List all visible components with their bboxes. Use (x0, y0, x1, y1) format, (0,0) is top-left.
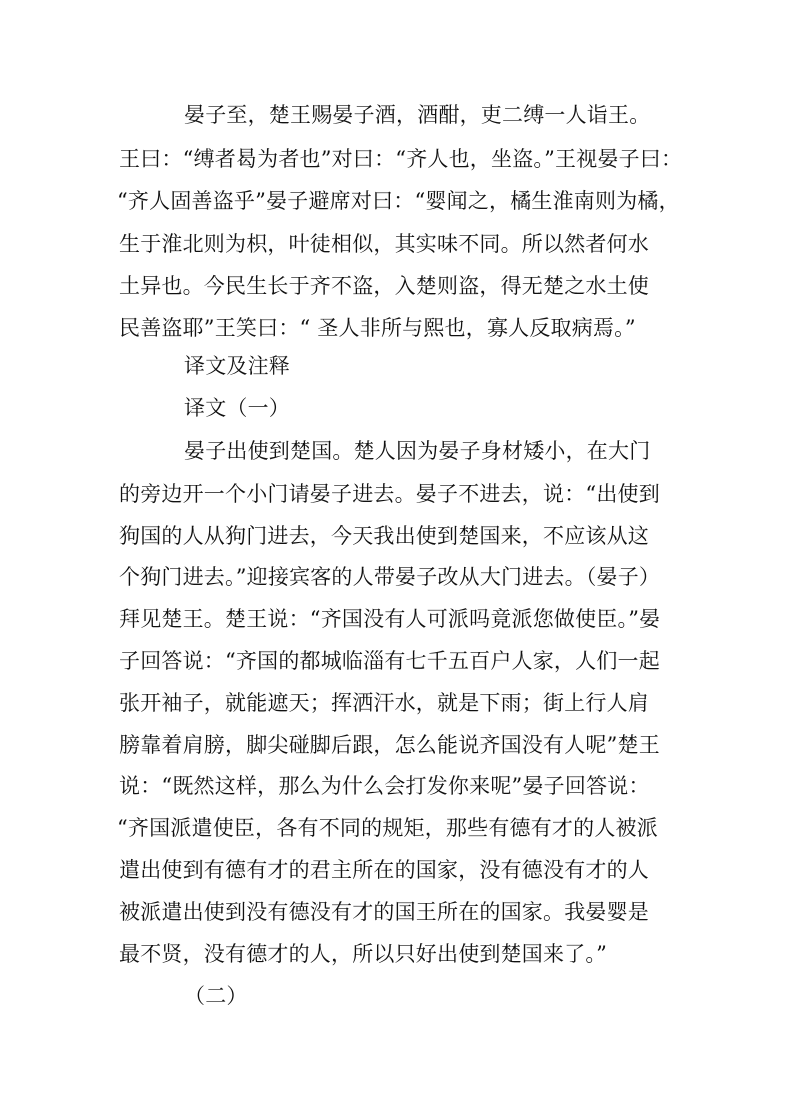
text-line-19: 遣出使到有德有才的君主所在的国家，没有德没有才的人 (119, 858, 649, 882)
text-line-10: 的旁边开一个小门请晏子进去。晏子不进去，说：“出使到 (119, 482, 660, 506)
text-line-5: 土异也。今民生长于齐不盗，入楚则盗，得无楚之水土使 (119, 274, 649, 298)
text-line-6: 民善盗耶”王笑曰：“ 圣人非所与熙也，寡人反取病焉。” (119, 316, 636, 340)
text-line-3: “齐人固善盗乎”晏子避席对曰：“婴闻之，橘生淮南则为橘， (117, 189, 680, 213)
text-line-17: 说：“既然这样，那么为什么会打发你来呢”晏子回答说： (119, 774, 650, 798)
text-line-20: 被派遣出使到没有德没有才的国王所在的国家。我晏婴是 (119, 900, 649, 924)
text-line-4: 生于淮北则为枳，叶徒相似，其实味不同。所以然者何水 (119, 232, 649, 256)
text-line-18: “齐国派遣使臣，各有不同的规矩，那些有德有才的人被派 (117, 816, 658, 840)
text-line-12: 个狗门进去。”迎接宾客的人带晏子改从大门进去。（晏子） (119, 565, 661, 589)
text-line-1: 晏子至，楚王赐晏子酒，酒酣，吏二缚一人诣王。 (184, 103, 651, 127)
text-line-16: 膀靠着肩膀，脚尖碰脚后跟，怎么能说齐国没有人呢”楚王 (119, 733, 660, 757)
subsection-heading-2: （二） (184, 984, 248, 1008)
section-heading: 译文及注释 (184, 354, 290, 378)
subsection-heading: 译文（一） (184, 396, 290, 420)
text-line-15: 张开袖子，就能遮天；挥洒汗水，就是下雨；街上行人肩 (119, 691, 649, 715)
text-line-14: 子回答说：“齐国的都城临淄有七千五百户人家，人们一起 (119, 649, 660, 673)
text-line-2: 王曰：“缚者曷为者也”对曰：“齐人也，坐盗。”王视晏子曰： (119, 147, 683, 171)
text-line-11: 狗国的人从狗门进去，今天我出使到楚国来，不应该从这 (119, 524, 649, 548)
text-line-9: 晏子出使到楚国。楚人因为晏子身材矮小，在大门 (184, 439, 651, 463)
text-line-13: 拜见楚王。楚王说：“齐国没有人可派吗竟派您做使臣。”晏 (119, 607, 661, 631)
text-line-21: 最不贤，没有德才的人，所以只好出使到楚国来了。” (119, 942, 608, 966)
